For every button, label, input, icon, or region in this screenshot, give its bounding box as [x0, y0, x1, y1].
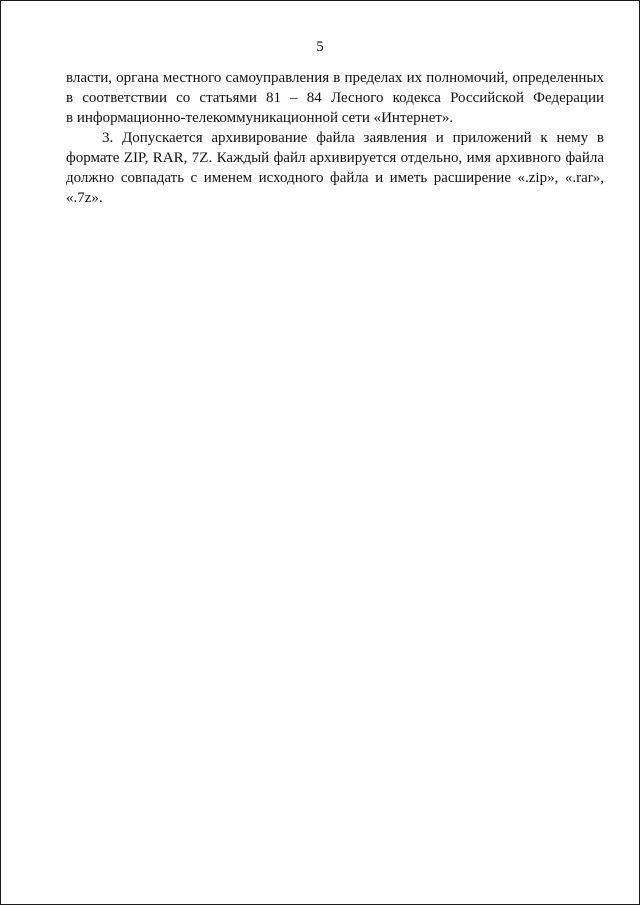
document-body: [66, 68, 604, 208]
text-line: в соответствии со статьями 81 – 84 Лесного кодекса Российской Федерации: [66, 90, 604, 106]
text-line: 3. Допускается архивирование файла заявления и приложений к нему в: [102, 130, 604, 146]
text-line: власти, органа местного самоуправления в пределах их полномочий, определенных: [66, 70, 604, 86]
text-line: в информационно-телекоммуникационной сети «Интернет».: [66, 110, 454, 126]
text-line: «.7z».: [66, 190, 103, 206]
page-number: 5: [316, 39, 324, 55]
paragraph-3: [66, 128, 604, 208]
text-line: должно совпадать с именем исходного файла и иметь расширение «.zip», «.rar»,: [66, 170, 604, 186]
text-line: формате ZIP, RAR, 7Z. Каждый файл архивируется отдельно, имя архивного файла: [66, 150, 604, 166]
paragraph-continuation: [66, 68, 604, 128]
